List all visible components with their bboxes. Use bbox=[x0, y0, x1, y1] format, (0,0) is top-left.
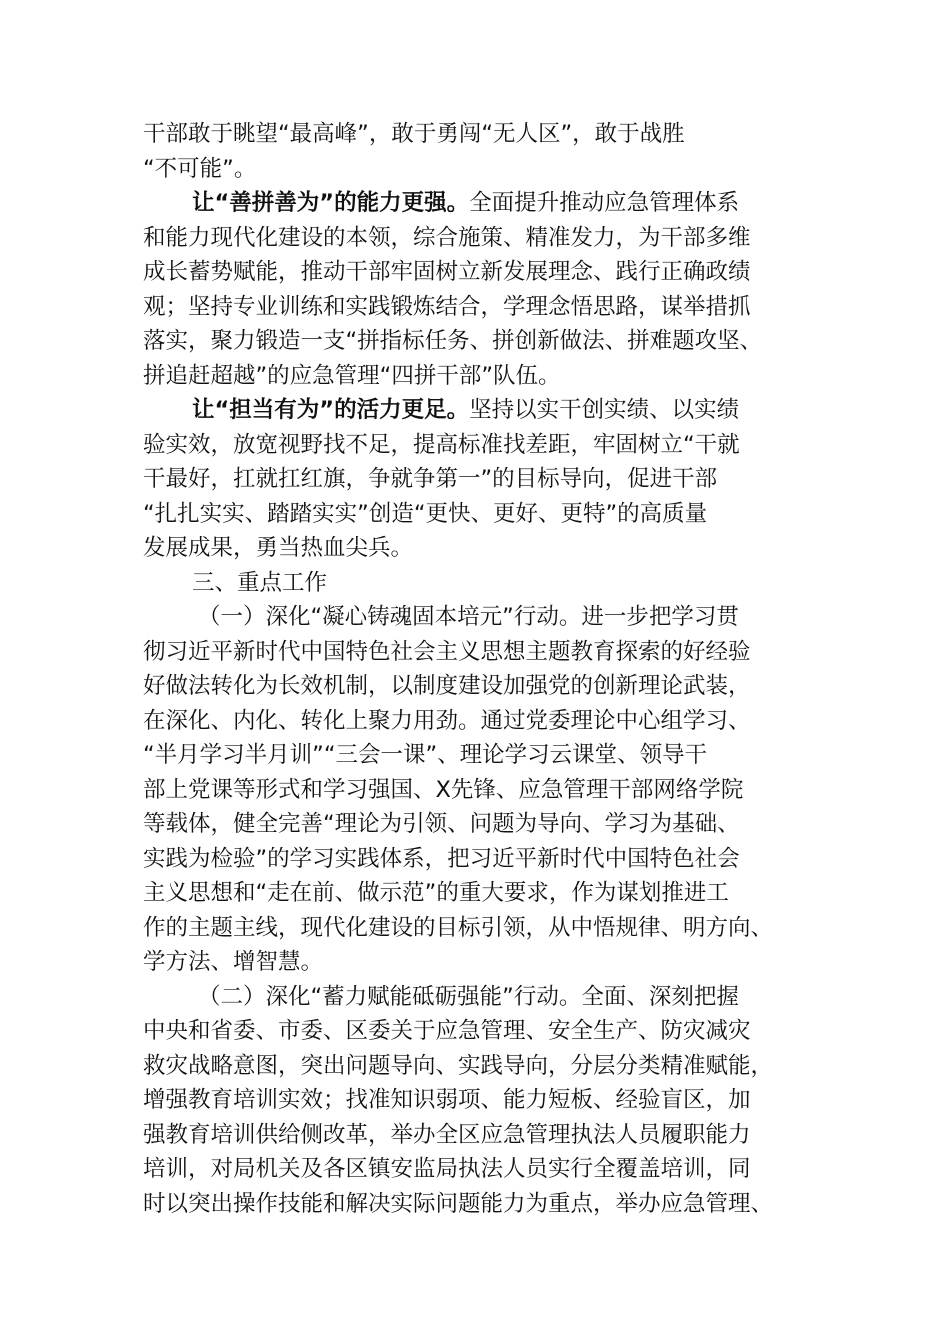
text-line bbox=[143, 911, 833, 946]
text-line bbox=[143, 497, 833, 532]
body-text-run: 和能力现代化建设的本领，综合施策、精准发力，为干部多维 bbox=[143, 224, 751, 251]
text-line bbox=[143, 255, 833, 290]
text-line bbox=[143, 117, 833, 152]
text-line bbox=[143, 773, 833, 808]
body-text-run: 验实效，放宽视野找不足，提高标准找差距，牢固树立“干就 bbox=[143, 431, 740, 458]
document-body bbox=[143, 117, 833, 1221]
body-text-run: 发展成果，勇当热血尖兵。 bbox=[143, 535, 414, 561]
body-text-run: （一）深化“凝心铸魂固本培元”行动。进一步把学习贯 bbox=[198, 604, 739, 630]
text-line bbox=[143, 290, 833, 325]
body-text-run: 落实，聚力锻造一支“拼指标任务、拼创新做法、拼难题攻坚、 bbox=[143, 328, 763, 354]
body-text-run: 观；坚持专业训练和实践锻炼结合，学理念悟思路，谋举措抓 bbox=[143, 293, 751, 320]
text-line bbox=[143, 635, 833, 670]
text-line bbox=[143, 462, 833, 497]
body-text-run: 等载体，健全完善“理论为引领、问题为导向、学习为基础、 bbox=[143, 811, 740, 837]
text-line bbox=[143, 1049, 833, 1084]
text-line bbox=[143, 428, 833, 463]
body-text-run: 全面提升推动应急管理体系 bbox=[469, 190, 740, 216]
body-text-run: 强教育培训供给侧改革，举办全区应急管理执法人员履职能力 bbox=[143, 1121, 751, 1148]
text-line bbox=[143, 1014, 833, 1049]
bold-heading-text: 让“担当有为”的活力更足。 bbox=[192, 397, 470, 423]
body-text-run: 中央和省委、市委、区委关于应急管理、安全生产、防灾减灾 bbox=[143, 1018, 751, 1044]
body-text-run: 拼追赶超越”的应急管理“四拼干部”队伍。 bbox=[143, 362, 561, 389]
text-line bbox=[143, 842, 833, 877]
body-text-run: 干最好，扛就扛红旗，争就争第一”的目标导向，促进干部 bbox=[143, 466, 718, 492]
body-text-run: 作的主题主线，现代化建设的目标引领，从中悟规律、明方向、 bbox=[143, 914, 774, 941]
text-line bbox=[143, 1152, 833, 1187]
text-line bbox=[143, 566, 833, 601]
text-line bbox=[143, 945, 833, 980]
text-line bbox=[143, 186, 833, 221]
body-text-run: “半月学习半月训”“三会一课”、理论学习云课堂、领导干 bbox=[143, 742, 708, 768]
text-line bbox=[143, 152, 833, 187]
text-line bbox=[143, 876, 833, 911]
body-text-run: 救灾战略意图，突出问题导向、实践导向，分层分类精准赋能， bbox=[143, 1052, 774, 1079]
text-line bbox=[143, 704, 833, 739]
body-text-run: 增强教育培训实效；找准知识弱项、能力短板、经验盲区，加 bbox=[143, 1087, 751, 1113]
body-text-run: （二）深化“蓄力赋能砥砺强能”行动。全面、深刻把握 bbox=[198, 983, 739, 1010]
body-text-run: “扎扎实实、踏踏实实”创造“更快、更好、更特”的高质量 bbox=[143, 500, 708, 527]
text-line bbox=[143, 531, 833, 566]
bold-heading-text: 让“善拼善为”的能力更强。 bbox=[192, 190, 470, 216]
text-line bbox=[143, 807, 833, 842]
body-text-run: 部上党课等形式和学习强国、X先锋、应急管理干部网络学院 bbox=[143, 776, 744, 803]
body-text-run: 时以突出操作技能和解决实际问题能力为重点，举办应急管理、 bbox=[143, 1190, 774, 1217]
text-line bbox=[143, 600, 833, 635]
body-text-run: 彻习近平新时代中国特色社会主义思想主题教育探索的好经验 bbox=[143, 638, 751, 665]
body-text-run: 三、重点工作 bbox=[192, 569, 328, 596]
text-line bbox=[143, 324, 833, 359]
text-line bbox=[143, 1118, 833, 1153]
text-line bbox=[143, 980, 833, 1015]
body-text-run: 成长蓄势赋能，推动干部牢固树立新发展理念、践行正确政绩 bbox=[143, 259, 751, 285]
body-text-run: “不可能”。 bbox=[143, 155, 257, 182]
text-line bbox=[143, 221, 833, 256]
text-line bbox=[143, 1187, 833, 1222]
body-text-run: 坚持以实干创实绩、以实绩 bbox=[469, 397, 740, 423]
body-text-run: 在深化、内化、转化上聚力用劲。通过党委理论中心组学习、 bbox=[143, 707, 751, 734]
text-line bbox=[143, 393, 833, 428]
body-text-run: 实践为检验”的学习实践体系，把习近平新时代中国特色社会 bbox=[143, 845, 740, 872]
body-text-run: 培训，对局机关及各区镇安监局执法人员实行全覆盖培训，同 bbox=[143, 1156, 751, 1182]
body-text-run: 干部敢于眺望“最高峰”，敢于勇闯“无人区”，敢于战胜 bbox=[143, 121, 685, 147]
text-line bbox=[143, 669, 833, 704]
text-line bbox=[143, 359, 833, 394]
text-line bbox=[143, 1083, 833, 1118]
body-text-run: 学方法、增智慧。 bbox=[143, 949, 324, 975]
body-text-run: 好做法转化为长效机制，以制度建设加强党的创新理论武装， bbox=[143, 673, 751, 699]
body-text-run: 主义思想和“走在前、做示范”的重大要求，作为谋划推进工 bbox=[143, 880, 729, 906]
text-line bbox=[143, 738, 833, 773]
